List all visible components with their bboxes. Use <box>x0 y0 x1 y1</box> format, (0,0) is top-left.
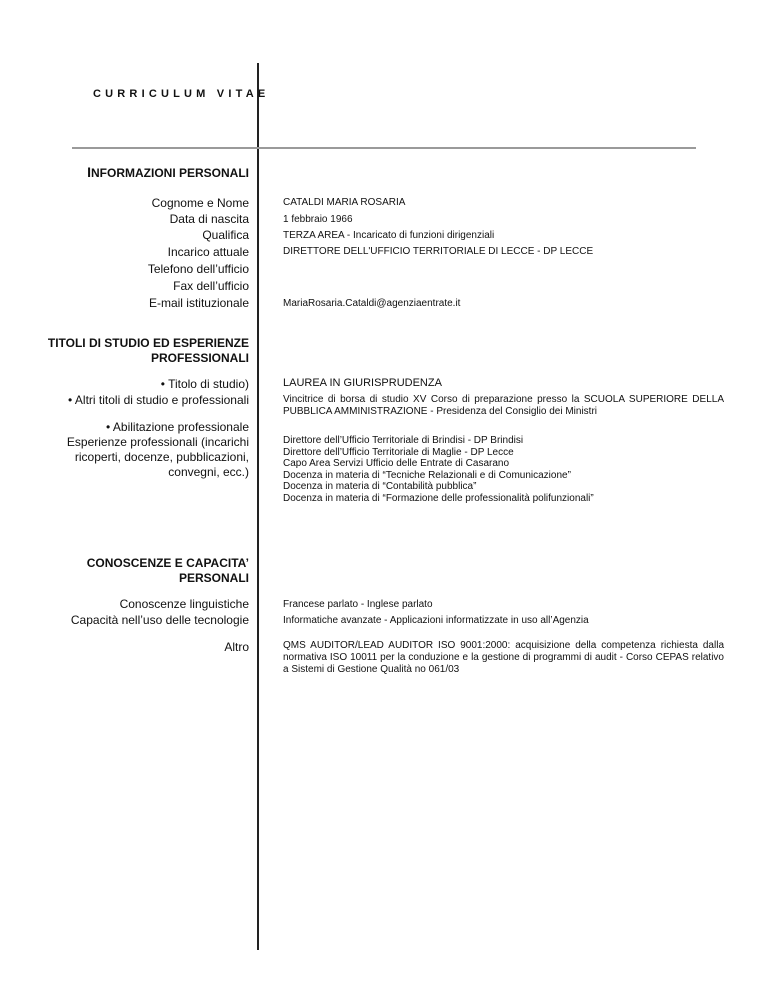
section-title-line2: PERSONALI <box>178 571 249 585</box>
label-altro: Altro <box>224 640 249 654</box>
list-item: Docenza in materia di “Contabilità pubblica” <box>283 481 477 492</box>
label-esperienze <box>67 435 249 480</box>
vertical-divider <box>257 63 259 950</box>
value-altro: QMS AUDITOR/LEAD AUDITOR ISO 9001:2000: acquisizione della competenza richiesta dalla normativa ISO 10011 per la conduzione e la gestione di programmi di audit - Corso CEPAS relativo a Sistemi di Gestione Qualità no 061/03 <box>283 640 724 675</box>
section-title-skills <box>87 556 249 586</box>
section-title-personal <box>87 165 249 181</box>
value-name: CATALDI MARIA ROSARIA <box>283 197 406 208</box>
page-title: CURRICULUM VITAE <box>93 88 270 100</box>
section-title-rest: NFORMAZIONI PERSONALI <box>91 166 249 180</box>
list-item: Direttore dell’Ufficio Territoriale di Brindisi - DP Brindisi <box>283 435 524 446</box>
label-birth: Data di nascita <box>169 212 249 226</box>
section-title-line1: TITOLI DI STUDIO ED ESPERIENZE <box>47 336 249 350</box>
label-tecnologie: Capacità nell’uso delle tecnologie <box>70 613 249 627</box>
label-telefono: Telefono dell’ufficio <box>147 262 249 276</box>
section-title-initial: I <box>87 164 91 180</box>
value-lingue: Francese parlato - Inglese parlato <box>283 599 433 610</box>
label-titolo: • Titolo di studio) <box>160 377 249 391</box>
value-email: MariaRosaria.Cataldi@agenziaentrate.it <box>283 298 461 309</box>
value-tecnologie: Informatiche avanzate - Applicazioni informatizzate in uso all’Agenzia <box>283 615 589 626</box>
list-item: Docenza in materia di “Tecniche Relazionali e di Comunicazione” <box>283 469 571 481</box>
section-title-education <box>48 336 249 366</box>
label-esperienze-line3: convegni, ecc.) <box>168 465 249 479</box>
value-titolo: LAUREA IN GIURISPRUDENZA <box>283 377 442 389</box>
horizontal-divider <box>72 147 696 149</box>
label-incarico: Incarico attuale <box>167 245 249 259</box>
label-abilitazione: • Abilitazione professionale <box>106 420 249 434</box>
label-name: Cognome e Nome <box>151 196 249 210</box>
value-birth: 1 febbraio 1966 <box>283 214 353 225</box>
section-title-line2: PROFESSIONALI <box>150 351 249 365</box>
label-esperienze-line2: ricoperti, docenze, pubblicazioni, <box>74 450 249 464</box>
experience-list <box>283 435 594 504</box>
value-altri-titoli: Vincitrice di borsa di studio XV Corso di preparazione presso la SCUOLA SUPERIORE DELLA PUBBLICA AMMINISTRAZIONE - Presidenza del Consiglio dei Ministri <box>283 394 724 417</box>
label-qualifica: Qualifica <box>202 228 249 242</box>
list-item: Capo Area Servizi Ufficio delle Entrate di Casarano <box>283 458 510 469</box>
section-title-line1: CONOSCENZE E CAPACITA’ <box>86 556 249 570</box>
label-email: E-mail istituzionale <box>148 296 249 310</box>
list-item: Direttore dell’Ufficio Territoriale di Maglie - DP Lecce <box>283 446 514 458</box>
label-fax: Fax dell’ufficio <box>173 279 249 293</box>
label-altri-titoli: • Altri titoli di studio e professionali <box>68 393 249 407</box>
value-qualifica: TERZA AREA - Incaricato di funzioni dirigenziali <box>283 230 495 241</box>
list-item: Docenza in materia di “Formazione delle professionalità polifunzionali” <box>283 492 594 504</box>
value-incarico: DIRETTORE DELL'UFFICIO TERRITORIALE DI LECCE - DP LECCE <box>283 246 594 257</box>
label-esperienze-line1: Esperienze professionali (incarichi <box>66 435 249 449</box>
label-lingue: Conoscenze linguistiche <box>119 597 249 611</box>
